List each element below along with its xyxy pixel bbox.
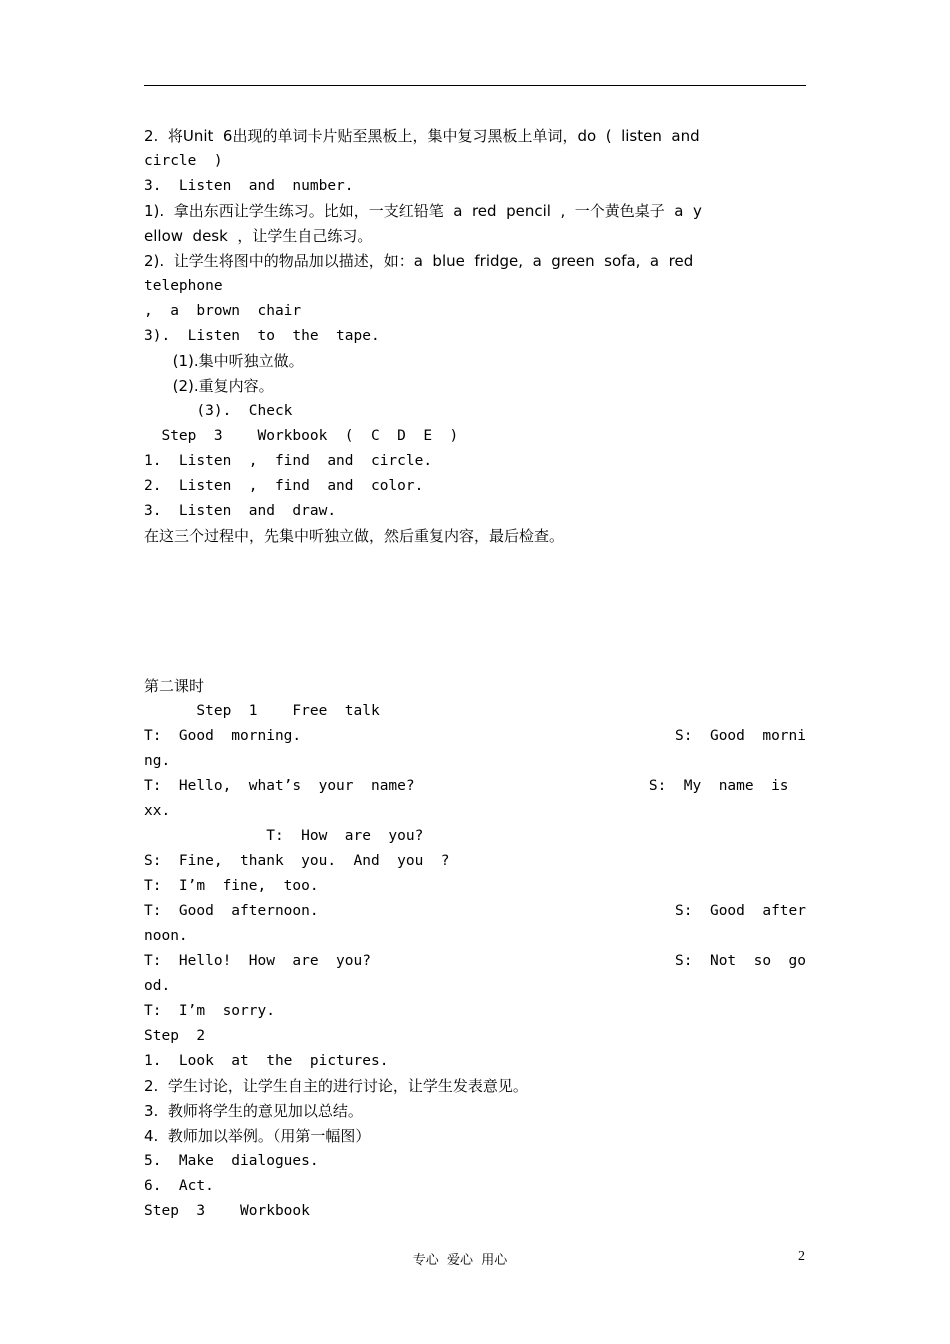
dialogue-line: T: How are you? (144, 828, 424, 844)
text-line: 3. Listen and draw. (144, 503, 337, 519)
dialogue-wrap: noon. (144, 928, 188, 944)
student-line: S: Good after (675, 903, 806, 919)
text-line: 3. Listen and number. (144, 178, 354, 194)
dialogue-wrap: ng. (144, 753, 171, 769)
page-number: 2 (798, 1249, 805, 1264)
text-line: circle ) (144, 153, 223, 169)
text-line: (2).重复内容。 (144, 377, 274, 395)
page-footer (0, 1249, 950, 1269)
dialogue-line (144, 774, 806, 799)
dialogue-line: T: I’m sorry. (144, 1003, 275, 1019)
dialogue-line: T: I’m fine, too. (144, 878, 319, 894)
student-line: S: Good morni (675, 728, 806, 744)
text-line: Step 3 Workbook ( C D E ) (144, 428, 459, 444)
text-line: 6. Act. (144, 1178, 214, 1194)
dialogue-line (144, 949, 806, 974)
text-line: 3). Listen to the tape. (144, 328, 380, 344)
student-line: S: My name is (648, 778, 806, 794)
dialogue-line (144, 724, 806, 749)
text-line: 2. Listen , find and color. (144, 478, 424, 494)
text-line: , a brown chair (144, 303, 302, 319)
text-line: Step 2 (144, 1028, 206, 1044)
text-line: 1). 拿出东西让学生练习。比如，一支红铅笔 a red pencil , 一个黄色桌子 a y (144, 202, 702, 220)
text-line: (3). Check (144, 403, 293, 419)
text-line: Step 1 Free talk (144, 703, 380, 719)
text-line: telephone (144, 278, 223, 294)
text-line: 4. 教师加以举例。（用第一幅图） (144, 1127, 371, 1145)
student-line: S: Not so go (675, 953, 806, 969)
header-rule (144, 85, 806, 86)
spacer (144, 599, 806, 624)
spacer (144, 549, 806, 574)
spacer (144, 624, 806, 649)
dialogue-wrap: od. (144, 978, 171, 994)
dialogue-wrap: xx. (144, 803, 171, 819)
text-line: ellow desk ，让学生自己练习。 (144, 227, 373, 245)
spacer (144, 574, 806, 599)
spacer (144, 649, 806, 674)
section-title: 第二课时 (144, 677, 205, 695)
text-line: 5. Make dialogues. (144, 1153, 319, 1169)
text-line: 1. Listen , find and circle. (144, 453, 433, 469)
text-line: 3. 教师将学生的意见加以总结。 (144, 1102, 363, 1120)
teacher-line: T: Hello, what’s your name? (144, 778, 415, 794)
page-content (144, 124, 806, 1224)
text-line: 在这三个过程中，先集中听独立做，然后重复内容，最后检查。 (144, 527, 565, 545)
lesson-two-section (144, 674, 806, 1224)
teacher-line: T: Hello! How are you? (144, 953, 371, 969)
teacher-line: T: Good morning. (144, 728, 302, 744)
teacher-line: T: Good afternoon. (144, 903, 319, 919)
text-line: (1).集中听独立做。 (144, 352, 304, 370)
text-line: 2. 学生讨论，让学生自主的进行讨论，让学生发表意见。 (144, 1077, 528, 1095)
text-line: 2). 让学生将图中的物品加以描述，如：a blue fridge, a green sofa, a red (144, 252, 694, 270)
dialogue-line: S: Fine, thank you. And you ? (144, 853, 450, 869)
lesson-one-section (144, 124, 806, 549)
dialogue-line (144, 899, 806, 924)
text-line: 2. 将Unit 6出现的单词卡片贴至黑板上，集中复习黑板上单词，do ( listen and (144, 127, 700, 145)
text-line: Step 3 Workbook (144, 1203, 310, 1219)
footer-motto: 专心 爱心 用心 (412, 1253, 508, 1268)
text-line: 1. Look at the pictures. (144, 1053, 389, 1069)
